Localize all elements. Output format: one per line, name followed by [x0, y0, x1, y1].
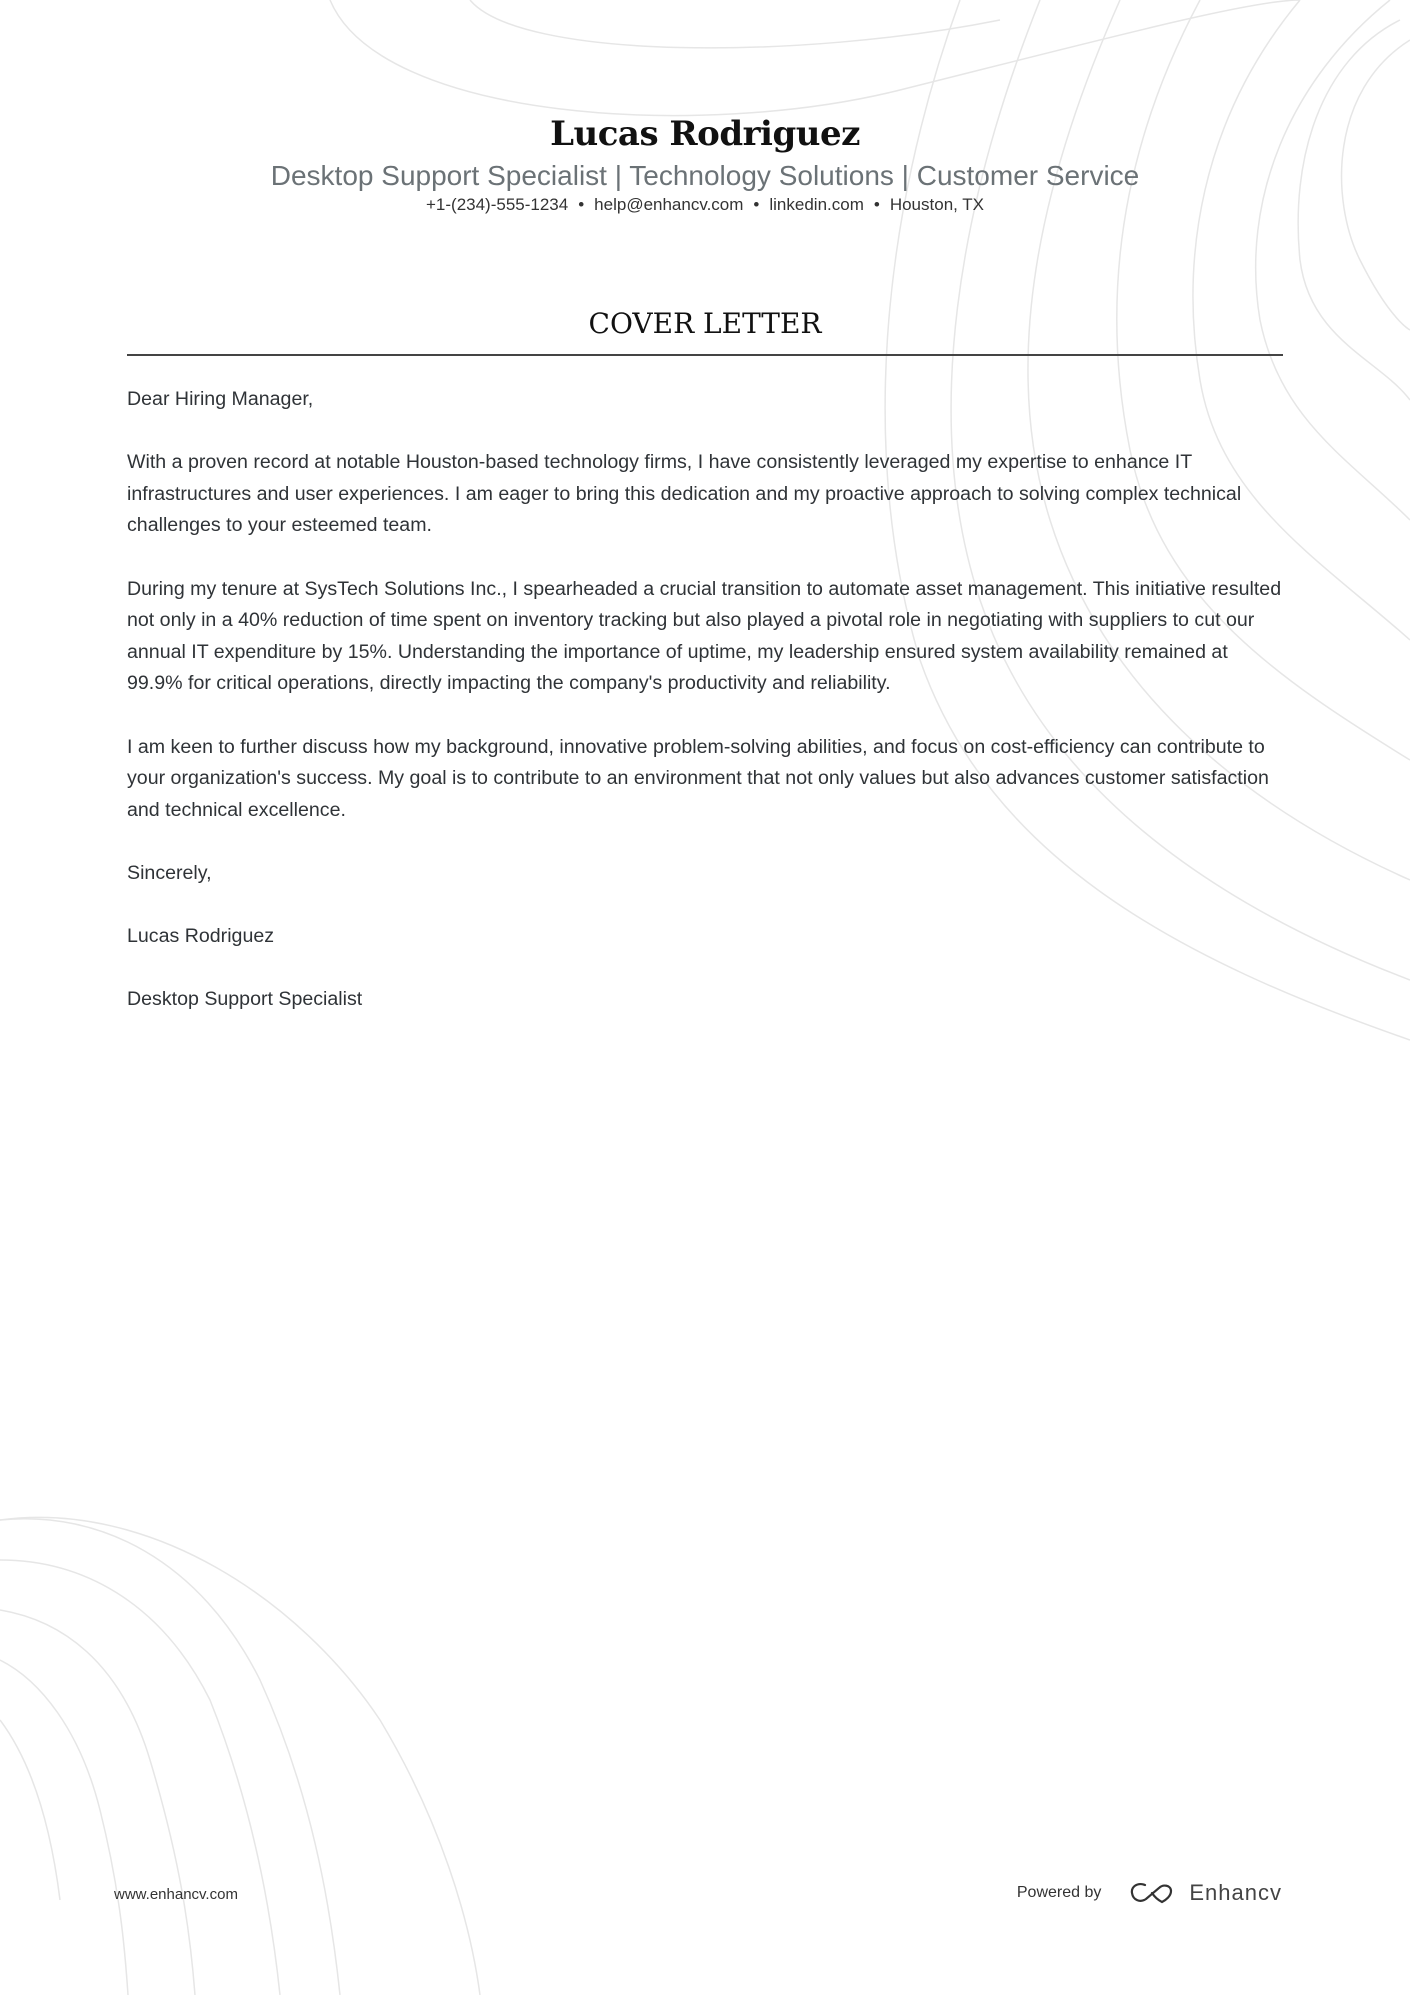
separator: • — [753, 195, 760, 214]
phone: +1-(234)-555-1234 — [425, 195, 569, 214]
paragraph: With a proven record at notable Houston-based technology firms, I have consistently leveraged my expertise to enhance IT infrastructures and user experiences. I am eager to bring this dedication and my proactive approach to solving complex technical challenges to your esteemed team. — [127, 451, 1242, 537]
contact-info — [0, 194, 1410, 216]
section-title: COVER LETTER — [588, 307, 822, 340]
paragraph: During my tenure at SysTech Solutions Inc., I spearheaded a crucial transition to automate asset management. This initiative resulted not only in a 40% reduction of time spent on inventory tracking but also played a pivotal role in negotiating with suppliers to cut our annual IT expenditure by 15%. Understanding the importance of uptime, my leadership ensured system availability remained at 99.9% for critical operations, directly impacting the company's productivity and reliability. — [127, 577, 1282, 695]
linkedin-link[interactable]: linkedin.com — [769, 195, 864, 214]
powered-by[interactable] — [1017, 1880, 1282, 1906]
enhancv-brand: Enhancv — [1189, 1880, 1282, 1905]
separator: • — [873, 195, 880, 214]
website-link[interactable]: www.enhancv.com — [114, 1886, 238, 1903]
signature-title: Desktop Support Specialist — [127, 988, 363, 1011]
closing: Sincerely, — [127, 861, 212, 884]
signature-name: Lucas Rodriguez — [127, 925, 275, 948]
applicant-name: Lucas Rodriguez — [550, 114, 860, 154]
greeting: Dear Hiring Manager, — [127, 388, 314, 410]
resume-header — [0, 112, 1410, 216]
separator: • — [578, 195, 585, 214]
applicant-headline: Desktop Support Specialist | Technology Solutions | Customer Service — [270, 160, 1140, 191]
paragraph: I am keen to further discuss how my background, innovative problem-solving abilities, and focus on cost-efficiency can contribute to your organization's success. My goal is to contribute to an environment that not only values but also advances customer satisfaction and technical excellence. — [127, 735, 1269, 821]
letter-body — [127, 384, 1287, 1047]
powered-by-label: Powered by — [1016, 1884, 1102, 1901]
section-divider — [127, 354, 1283, 356]
location: Houston, TX — [889, 195, 985, 214]
email-link[interactable]: help@enhancv.com — [594, 195, 744, 214]
enhancv-logo-icon — [1129, 1880, 1175, 1906]
